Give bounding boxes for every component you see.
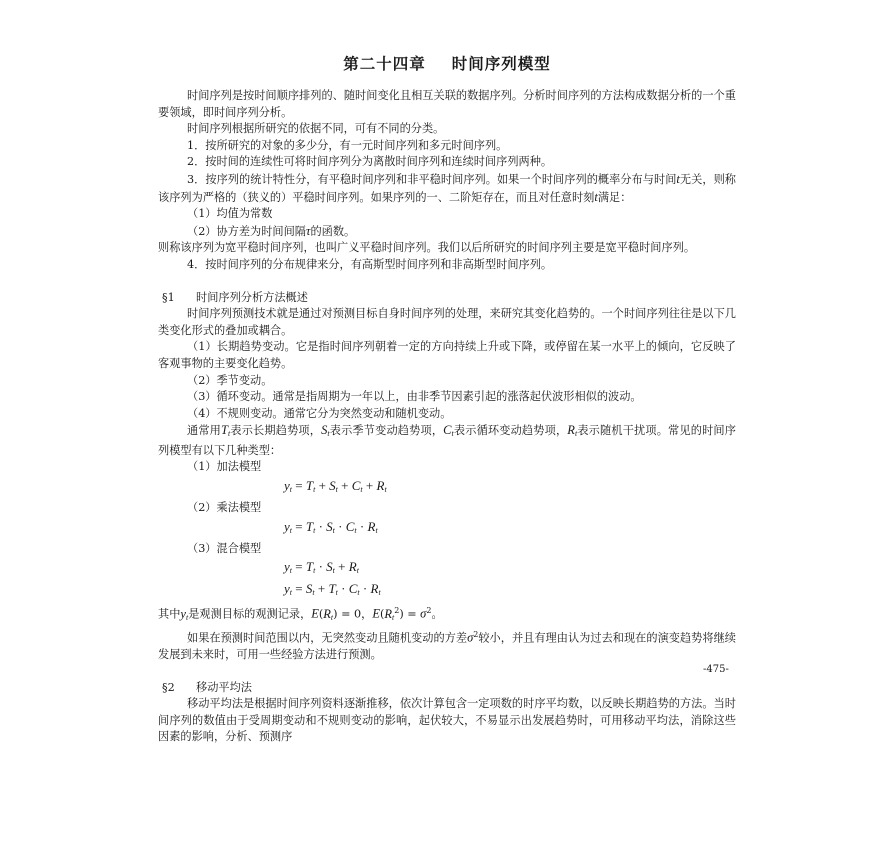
additive-model-equation: $y_t = T_t + S_t + C_t + R_t$ [284,478,387,495]
classification-item-4: 4．按时间序列的分布规律来分，有高斯型时间序列和非高斯型时间序列。 [187,257,553,271]
component-notation-paragraph: 通常用$T_t$表示长期趋势项，$S_t$表示季节变动趋势项，$C_t$表示循环变动趋势项，$R_t$表示随机干扰项。常见的时间序列模型有以下几种类型： [158,423,736,457]
section-1-heading: §1 时间序列分析方法概述 [162,290,308,304]
chapter-title [158,52,736,74]
forecast-note: 如果在预测时间范围以内，无突然变动且随机变动的方差$\sigma^2$较小，并且有理由认为过去和现在的演变趋势将继续发展到未来时，可用一些经验方法进行预测。 [158,629,736,661]
mixed-model-label: （3）混合模型 [187,541,262,555]
section-1-paragraph-1: 时间序列预测技术就是通过对预测目标自身时间序列的处理，来研究其变化趋势的。一个时间序列往往是以下几类变化形式的叠加或耦合。 [158,307,736,337]
section-2-heading: §2 移动平均法 [162,680,252,694]
mixed-model-equation-1: $y_t = T_t \cdot S_t + R_t$ [284,559,359,576]
intro-paragraph-1: 时间序列是按时间顺序排列的、随时间变化且相互关联的数据序列。分析时间序列的方法构成数据分析的一个重要领域，即时间序列分析。 [158,89,736,119]
classification-item-3: 3．按序列的统计特性分，有平稳时间序列和非平稳时间序列。如果一个时间序列的概率分布与时间t无关，则称该序列为严格的（狭义的）平稳时间序列。如果序列的一、二阶矩存在，而且对任意时刻t满足： [158,171,736,204]
intro-paragraph-2: 时间序列根据所研究的依据不同，可有不同的分类。 [187,122,445,136]
section-2-paragraph-1: 移动平均法是根据时间序列资料逐渐推移，依次计算包含一定项数的时序平均数，以反映长期趋势的方法。当时间序列的数值由于受周期变动和不规则变动的影响，起伏较大，不易显示出发展趋势时，可用移动平均法，消除这些因素的影响，分析、预测序 [158,697,736,744]
chapter-number: 第二十四章 [343,55,426,73]
classification-item-2: 2．按时间的连续性可将时间序列分为离散时间序列和连续时间序列两种。 [187,155,553,169]
section-1-paragraph-2: （1）长期趋势变动。它是指时间序列朝着一定的方向持续上升或下降，或停留在某一水平上的倾向，它反映了客观事物的主要变化趋势。 [158,340,736,370]
multiplicative-model-equation: $y_t = T_t \cdot S_t \cdot C_t \cdot R_t$ [284,518,378,535]
mixed-model-equation-2: $y_t = S_t + T_t \cdot C_t \cdot R_t$ [284,581,381,598]
chapter-name: 时间序列模型 [451,55,551,73]
classification-item-1: 1．按所研究的对象的多少分，有一元时间序列和多元时间序列。 [187,138,508,152]
condition-1: （1）均值为常数 [187,207,273,221]
page-number: -475- [703,664,729,675]
section-1-paragraph-3: （2）季节变动。 [187,373,273,387]
observation-note: 其中$y_t$是观测目标的观测记录，$E(R_t) = 0$，$E(R_t^2) = \sigma^2$。 [158,606,443,622]
section-1-paragraph-4: （3）循环变动。通常是指周期为一年以上，由非季节因素引起的涨落起伏波形相似的波动。 [187,390,642,404]
section-1-paragraph-5: （4）不规则变动。通常它分为突然变动和随机变动。 [187,406,452,420]
wide-stationary-paragraph: 则称该序列为宽平稳时间序列，也叫广义平稳时间序列。我们以后所研究的时间序列主要是宽平稳时间序列。 [158,241,696,255]
multiplicative-model-label: （2）乘法模型 [187,501,262,515]
condition-2: （2）协方差为时间间隔τ的函数。 [187,223,356,238]
additive-model-label: （1）加法模型 [187,460,262,474]
document-page [158,52,736,746]
